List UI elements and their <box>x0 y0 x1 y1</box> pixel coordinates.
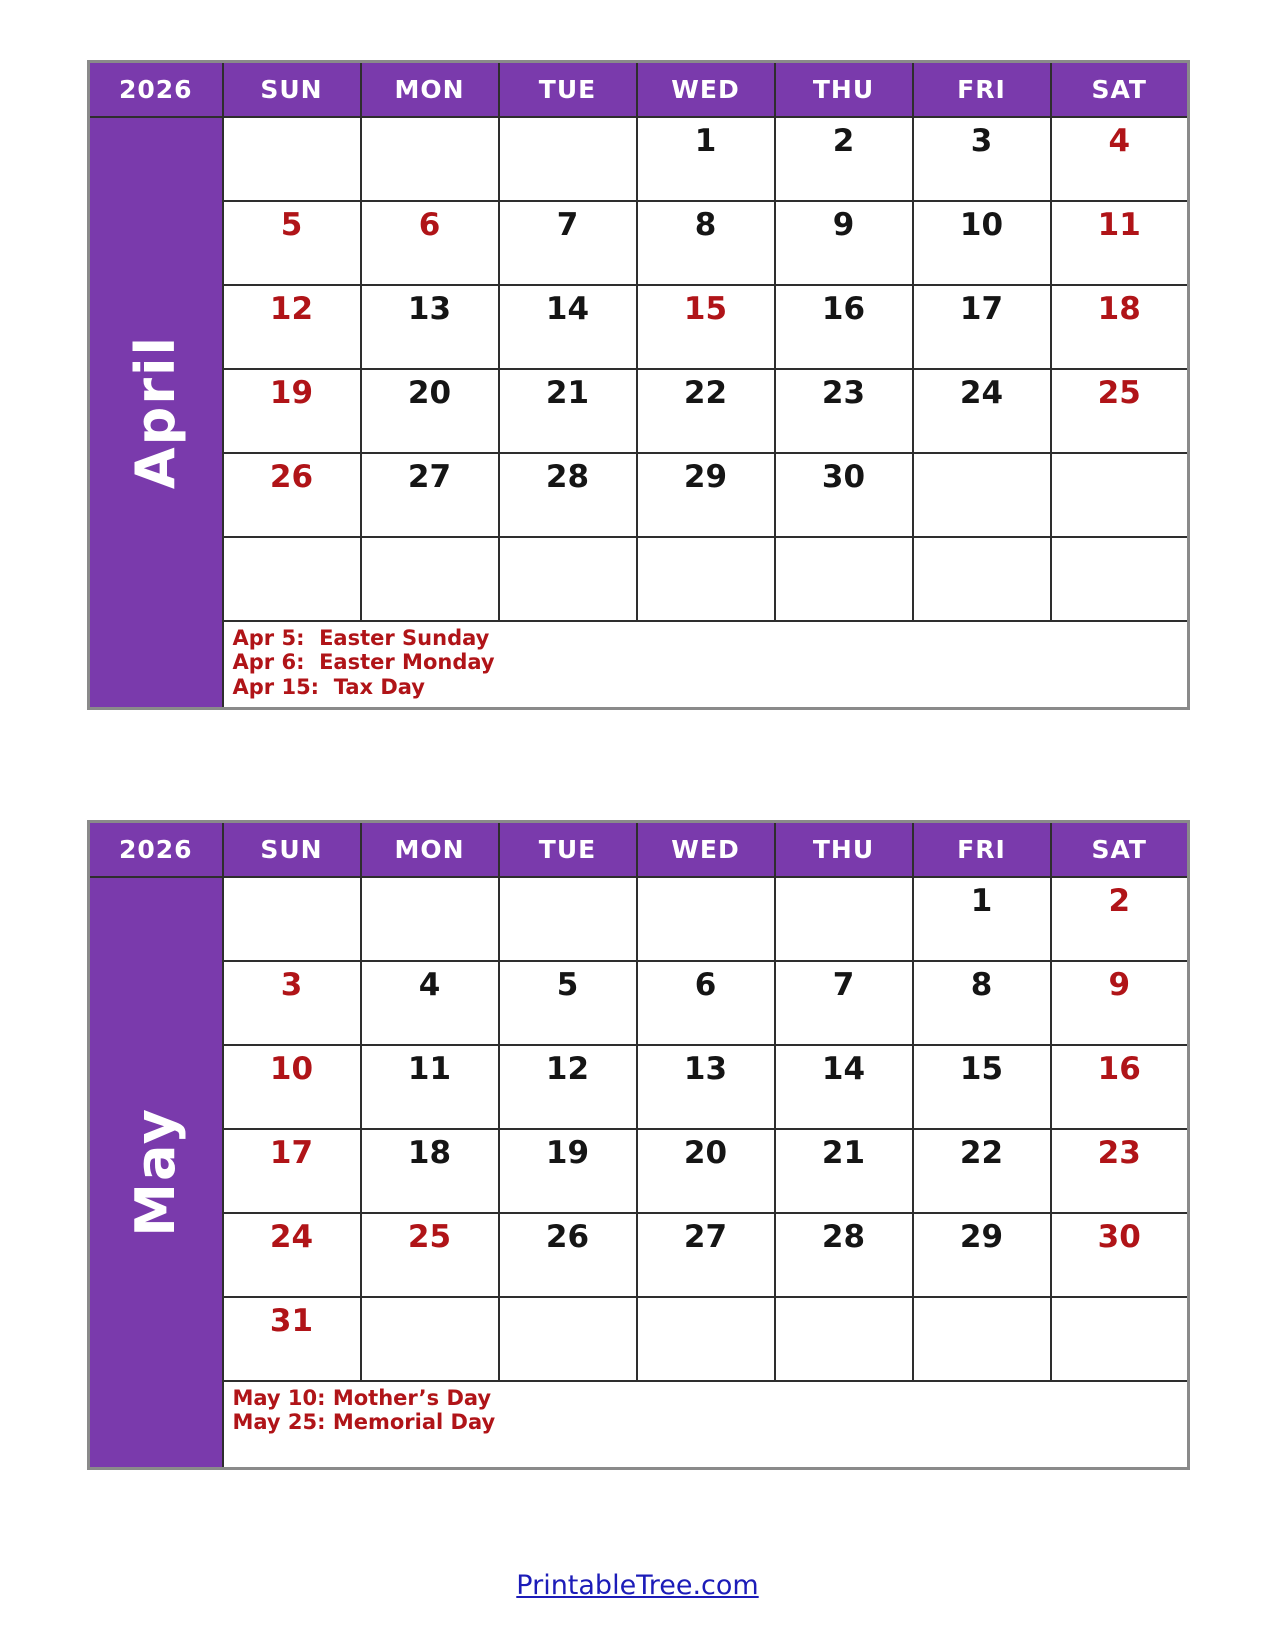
calendar-april <box>87 60 1190 710</box>
day-cell-6: 6 <box>637 961 775 1045</box>
day-header-sat: SAT <box>1051 62 1189 117</box>
day-cell-21: 21 <box>499 369 637 453</box>
day-header-thu: THU <box>775 822 913 877</box>
day-cell-16: 16 <box>1051 1045 1189 1129</box>
holiday-note: Apr 15: Tax Day <box>232 675 425 700</box>
day-cell-23: 23 <box>1051 1129 1189 1213</box>
day-cell-8: 8 <box>913 961 1051 1045</box>
week-row <box>89 285 1189 369</box>
day-cell-24: 24 <box>223 1213 361 1297</box>
day-cell-18: 18 <box>1051 285 1189 369</box>
holiday-note: May 10: Mother’s Day <box>232 1385 492 1410</box>
day-cell-19: 19 <box>499 1129 637 1213</box>
holiday-notes <box>223 621 1189 709</box>
day-cell-empty <box>361 537 499 621</box>
day-cell-2: 2 <box>775 117 913 201</box>
day-header-mon: MON <box>361 822 499 877</box>
day-cell-empty <box>223 117 361 201</box>
day-cell-7: 7 <box>775 961 913 1045</box>
day-header-wed: WED <box>637 822 775 877</box>
day-cell-27: 27 <box>637 1213 775 1297</box>
day-cell-11: 11 <box>361 1045 499 1129</box>
holiday-note: May 25: Memorial Day <box>232 1410 496 1435</box>
calendar-may <box>87 820 1190 1470</box>
day-cell-empty <box>913 537 1051 621</box>
footer <box>0 1570 1275 1601</box>
day-cell-5: 5 <box>499 961 637 1045</box>
month-sidebar <box>89 877 223 1469</box>
day-cell-19: 19 <box>223 369 361 453</box>
day-cell-20: 20 <box>637 1129 775 1213</box>
day-cell-empty <box>223 537 361 621</box>
calendar-table-april <box>87 60 1190 710</box>
day-header-thu: THU <box>775 62 913 117</box>
week-row <box>89 1045 1189 1129</box>
day-cell-4: 4 <box>361 961 499 1045</box>
day-cell-5: 5 <box>223 201 361 285</box>
day-header-tue: TUE <box>499 62 637 117</box>
day-cell-empty <box>1051 1297 1189 1381</box>
day-cell-7: 7 <box>499 201 637 285</box>
day-cell-4: 4 <box>1051 117 1189 201</box>
day-cell-empty <box>637 537 775 621</box>
week-row <box>89 369 1189 453</box>
day-cell-28: 28 <box>775 1213 913 1297</box>
footer-link[interactable]: PrintableTree.com <box>516 1570 759 1601</box>
day-cell-17: 17 <box>223 1129 361 1213</box>
day-cell-30: 30 <box>1051 1213 1189 1297</box>
day-cell-1: 1 <box>637 117 775 201</box>
week-row <box>89 877 1189 961</box>
day-cell-12: 12 <box>499 1045 637 1129</box>
day-cell-13: 13 <box>637 1045 775 1129</box>
holiday-row <box>89 621 1189 709</box>
day-header-mon: MON <box>361 62 499 117</box>
day-cell-empty <box>223 877 361 961</box>
day-cell-empty <box>361 117 499 201</box>
holiday-row <box>89 1381 1189 1469</box>
day-cell-1: 1 <box>913 877 1051 961</box>
day-cell-16: 16 <box>775 285 913 369</box>
day-cell-26: 26 <box>223 453 361 537</box>
year-label: 2026 <box>89 822 223 877</box>
day-cell-3: 3 <box>913 117 1051 201</box>
day-cell-10: 10 <box>913 201 1051 285</box>
day-cell-25: 25 <box>1051 369 1189 453</box>
day-header-fri: FRI <box>913 822 1051 877</box>
day-cell-empty <box>1051 453 1189 537</box>
week-row <box>89 961 1189 1045</box>
day-cell-28: 28 <box>499 453 637 537</box>
day-cell-12: 12 <box>223 285 361 369</box>
year-label: 2026 <box>89 62 223 117</box>
day-header-sun: SUN <box>223 822 361 877</box>
week-row <box>89 1129 1189 1213</box>
day-header-sun: SUN <box>223 62 361 117</box>
week-row <box>89 117 1189 201</box>
day-cell-empty <box>775 1297 913 1381</box>
day-cell-22: 22 <box>913 1129 1051 1213</box>
day-cell-13: 13 <box>361 285 499 369</box>
day-cell-9: 9 <box>775 201 913 285</box>
day-cell-empty <box>499 877 637 961</box>
day-cell-empty <box>913 453 1051 537</box>
day-cell-29: 29 <box>913 1213 1051 1297</box>
day-cell-14: 14 <box>499 285 637 369</box>
day-cell-30: 30 <box>775 453 913 537</box>
day-cell-10: 10 <box>223 1045 361 1129</box>
day-cell-empty <box>361 877 499 961</box>
week-row <box>89 453 1189 537</box>
day-cell-empty <box>775 877 913 961</box>
day-header-fri: FRI <box>913 62 1051 117</box>
day-cell-20: 20 <box>361 369 499 453</box>
day-header-tue: TUE <box>499 822 637 877</box>
week-row <box>89 537 1189 621</box>
day-cell-empty <box>913 1297 1051 1381</box>
day-cell-26: 26 <box>499 1213 637 1297</box>
day-cell-11: 11 <box>1051 201 1189 285</box>
holiday-notes <box>223 1381 1189 1469</box>
day-cell-25: 25 <box>361 1213 499 1297</box>
calendar-table-may <box>87 820 1190 1470</box>
day-cell-22: 22 <box>637 369 775 453</box>
day-cell-empty <box>1051 537 1189 621</box>
week-row <box>89 201 1189 285</box>
header-row <box>89 822 1189 877</box>
day-cell-empty <box>775 537 913 621</box>
day-cell-15: 15 <box>913 1045 1051 1129</box>
day-header-sat: SAT <box>1051 822 1189 877</box>
header-row <box>89 62 1189 117</box>
day-cell-2: 2 <box>1051 877 1189 961</box>
day-cell-empty <box>361 1297 499 1381</box>
day-cell-17: 17 <box>913 285 1051 369</box>
day-cell-8: 8 <box>637 201 775 285</box>
month-sidebar <box>89 117 223 709</box>
day-cell-empty <box>637 1297 775 1381</box>
day-cell-24: 24 <box>913 369 1051 453</box>
month-label: May <box>123 1107 187 1238</box>
day-header-wed: WED <box>637 62 775 117</box>
day-cell-empty <box>499 117 637 201</box>
day-cell-29: 29 <box>637 453 775 537</box>
day-cell-empty <box>499 537 637 621</box>
day-cell-empty <box>499 1297 637 1381</box>
week-row <box>89 1297 1189 1381</box>
holiday-note: Apr 5: Easter Sunday <box>232 625 490 650</box>
day-cell-21: 21 <box>775 1129 913 1213</box>
week-row <box>89 1213 1189 1297</box>
day-cell-9: 9 <box>1051 961 1189 1045</box>
day-cell-31: 31 <box>223 1297 361 1381</box>
day-cell-15: 15 <box>637 285 775 369</box>
day-cell-empty <box>637 877 775 961</box>
day-cell-3: 3 <box>223 961 361 1045</box>
holiday-note: Apr 6: Easter Monday <box>232 650 495 675</box>
day-cell-14: 14 <box>775 1045 913 1129</box>
day-cell-23: 23 <box>775 369 913 453</box>
day-cell-6: 6 <box>361 201 499 285</box>
day-cell-27: 27 <box>361 453 499 537</box>
month-label: April <box>123 335 187 490</box>
day-cell-18: 18 <box>361 1129 499 1213</box>
